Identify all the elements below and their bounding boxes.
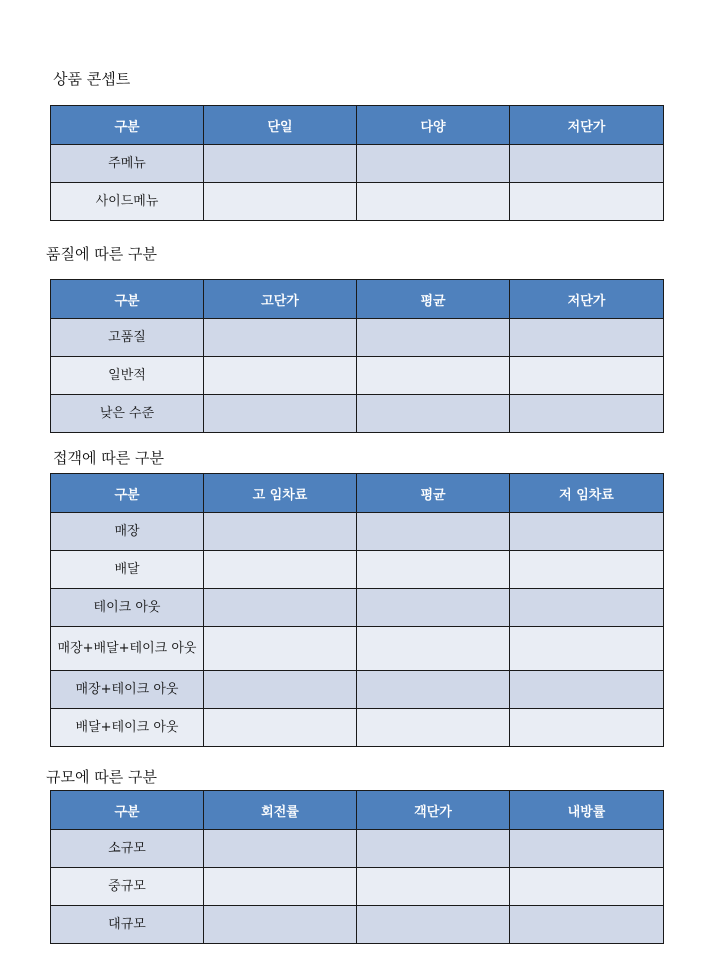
table-cell[interactable] xyxy=(357,868,510,906)
table-cell[interactable] xyxy=(357,551,510,589)
header-cell: 저단가 xyxy=(510,106,664,145)
table-cell[interactable] xyxy=(510,319,664,357)
table-header-row xyxy=(51,106,664,145)
table-cell[interactable] xyxy=(510,906,664,944)
table-cell[interactable] xyxy=(204,183,357,221)
table-row xyxy=(51,183,664,221)
header-cell: 구분 xyxy=(51,106,204,145)
header-cell: 회전률 xyxy=(204,791,357,830)
table-cell[interactable] xyxy=(357,145,510,183)
table-cell[interactable] xyxy=(357,319,510,357)
table-row xyxy=(51,395,664,433)
header-cell: 평균 xyxy=(357,280,510,319)
table-row xyxy=(51,145,664,183)
table-cell[interactable] xyxy=(510,551,664,589)
section-title-product-concept: 상품 콘셉트 xyxy=(53,70,131,88)
table-cell[interactable] xyxy=(204,551,357,589)
row-label: 대규모 xyxy=(51,906,204,944)
table-row xyxy=(51,589,664,627)
header-cell: 다양 xyxy=(357,106,510,145)
table-cell[interactable] xyxy=(357,627,510,671)
header-cell: 단일 xyxy=(204,106,357,145)
row-label: 매장 xyxy=(51,513,204,551)
table-cell[interactable] xyxy=(204,709,357,747)
header-cell: 저단가 xyxy=(510,280,664,319)
table-row xyxy=(51,868,664,906)
scale-table xyxy=(50,790,664,944)
service-table xyxy=(50,473,664,747)
header-cell: 고단가 xyxy=(204,280,357,319)
table-row xyxy=(51,627,664,671)
table-row xyxy=(51,319,664,357)
header-cell: 내방률 xyxy=(510,791,664,830)
header-cell: 평균 xyxy=(357,474,510,513)
table-cell[interactable] xyxy=(510,395,664,433)
table-cell[interactable] xyxy=(510,183,664,221)
section-title-service: 접객에 따른 구분 xyxy=(53,449,164,467)
table-cell[interactable] xyxy=(204,868,357,906)
header-cell: 객단가 xyxy=(357,791,510,830)
table-cell[interactable] xyxy=(510,589,664,627)
table-cell[interactable] xyxy=(357,513,510,551)
table-cell[interactable] xyxy=(204,357,357,395)
table-cell[interactable] xyxy=(204,906,357,944)
header-cell: 저 임차료 xyxy=(510,474,664,513)
table-row xyxy=(51,551,664,589)
table-cell[interactable] xyxy=(357,183,510,221)
header-cell: 구분 xyxy=(51,791,204,830)
table-cell[interactable] xyxy=(510,627,664,671)
row-label: 주메뉴 xyxy=(51,145,204,183)
table-cell[interactable] xyxy=(204,589,357,627)
table-header-row xyxy=(51,474,664,513)
table-cell[interactable] xyxy=(204,145,357,183)
table-row xyxy=(51,671,664,709)
table-header-row xyxy=(51,791,664,830)
table-cell[interactable] xyxy=(204,395,357,433)
table-row xyxy=(51,357,664,395)
row-label: 일반적 xyxy=(51,357,204,395)
table-cell[interactable] xyxy=(204,830,357,868)
row-label: 테이크 아웃 xyxy=(51,589,204,627)
table-cell[interactable] xyxy=(510,357,664,395)
table-cell[interactable] xyxy=(510,709,664,747)
table-cell[interactable] xyxy=(510,145,664,183)
table-cell[interactable] xyxy=(204,671,357,709)
table-row xyxy=(51,906,664,944)
table-cell[interactable] xyxy=(204,319,357,357)
table-cell[interactable] xyxy=(357,395,510,433)
product-concept-table xyxy=(50,105,664,221)
row-label: 소규모 xyxy=(51,830,204,868)
table-row xyxy=(51,709,664,747)
section-title-quality: 품질에 따른 구분 xyxy=(46,245,157,263)
section-title-scale: 규모에 따른 구분 xyxy=(46,768,157,786)
header-cell: 고 임차료 xyxy=(204,474,357,513)
table-cell[interactable] xyxy=(510,868,664,906)
row-label: 매장+배달+테이크 아웃 xyxy=(51,627,204,671)
table-cell[interactable] xyxy=(357,357,510,395)
row-label: 매장+테이크 아웃 xyxy=(51,671,204,709)
row-label: 사이드메뉴 xyxy=(51,183,204,221)
table-row xyxy=(51,513,664,551)
row-label: 고품질 xyxy=(51,319,204,357)
table-row xyxy=(51,830,664,868)
table-cell[interactable] xyxy=(357,830,510,868)
table-cell[interactable] xyxy=(357,589,510,627)
table-cell[interactable] xyxy=(204,513,357,551)
table-cell[interactable] xyxy=(204,627,357,671)
table-header-row xyxy=(51,280,664,319)
quality-table xyxy=(50,279,664,433)
table-cell[interactable] xyxy=(510,671,664,709)
row-label: 배달 xyxy=(51,551,204,589)
table-cell[interactable] xyxy=(357,709,510,747)
table-cell[interactable] xyxy=(357,906,510,944)
header-cell: 구분 xyxy=(51,474,204,513)
header-cell: 구분 xyxy=(51,280,204,319)
table-cell[interactable] xyxy=(357,671,510,709)
row-label: 배달+테이크 아웃 xyxy=(51,709,204,747)
table-cell[interactable] xyxy=(510,513,664,551)
row-label: 중규모 xyxy=(51,868,204,906)
table-cell[interactable] xyxy=(510,830,664,868)
row-label: 낮은 수준 xyxy=(51,395,204,433)
